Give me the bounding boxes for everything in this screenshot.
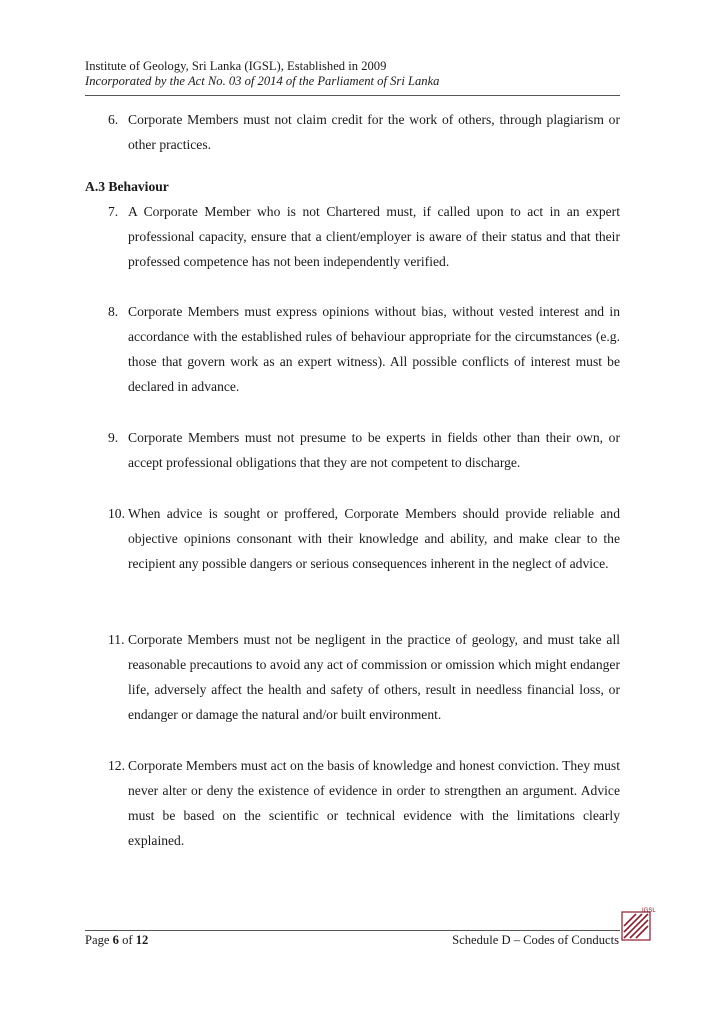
item-number: 6. [108, 112, 119, 127]
item-text: Corporate Members must not be negligent in the practice of geology, and must take all reasonable precautions to avoid any act of commission or omission which might endanger life, adversely affect the health and safety of others, result in needless financial loss, or endanger or damage the natural and/or built environment. [128, 632, 620, 722]
item-number: 11. [108, 632, 125, 647]
item-number: 9. [108, 430, 119, 445]
item-text: A Corporate Member who is not Chartered must, if called upon to act in an expert professional capacity, ensure that a client/employer is aware of their status and that their professed competence has not been independently verified. [128, 204, 620, 269]
header-incorporation: Incorporated by the Act No. 03 of 2014 of the Parliament of Sri Lanka [85, 74, 440, 88]
item-number: 10. [108, 506, 125, 521]
item-number: 8. [108, 304, 119, 319]
page-of: of [122, 933, 133, 947]
page-total: 12 [135, 933, 149, 947]
item-text: Corporate Members must not claim credit for the work of others, through plagiarism or other practices. [128, 112, 620, 152]
item-number: 7. [108, 204, 119, 219]
list-item-12 [108, 753, 620, 853]
list-item-6 [108, 107, 620, 157]
list-item-9 [108, 425, 620, 475]
header-institute: Institute of Geology, Sri Lanka (IGSL), Established in 2009 [85, 59, 387, 73]
page-header [85, 59, 620, 89]
header-divider [85, 95, 620, 96]
item-text: Corporate Members must act on the basis of knowledge and honest conviction. They must never alter or deny the existence of evidence in order to strengthen an argument. Advice must be based on the scientific or technical evidence with the limitations clearly explained. [128, 758, 620, 848]
list-item-7 [108, 199, 620, 274]
list-item-8 [108, 299, 620, 399]
page-prefix: Page [85, 933, 110, 947]
logo-text: IGSL [642, 908, 656, 914]
list-item-10 [108, 501, 620, 576]
section-heading: A.3 Behaviour [85, 179, 169, 194]
item-number: 12. [108, 758, 125, 773]
page-current: 6 [112, 933, 119, 947]
item-text: When advice is sought or proffered, Corporate Members should provide reliable and objective opinions consonant with their knowledge and ability, and make clear to the recipient any possible dangers or serious consequences inherent in the neglect of advice. [128, 506, 620, 571]
item-text: Corporate Members must not presume to be experts in fields other than their own, or accept professional obligations that they are not competent to discharge. [128, 430, 620, 470]
page-number [85, 933, 148, 948]
item-text: Corporate Members must express opinions without bias, without vested interest and in accordance with the established rules of behaviour appropriate for the circumstances (e.g. those that govern work as an expert witness). All possible conflicts of interest must be declared in advance. [128, 304, 620, 394]
footer-divider [85, 930, 620, 931]
footer-schedule: Schedule D – Codes of Conducts [452, 933, 619, 947]
igsl-logo-icon [620, 906, 660, 946]
list-item-11 [108, 627, 620, 727]
